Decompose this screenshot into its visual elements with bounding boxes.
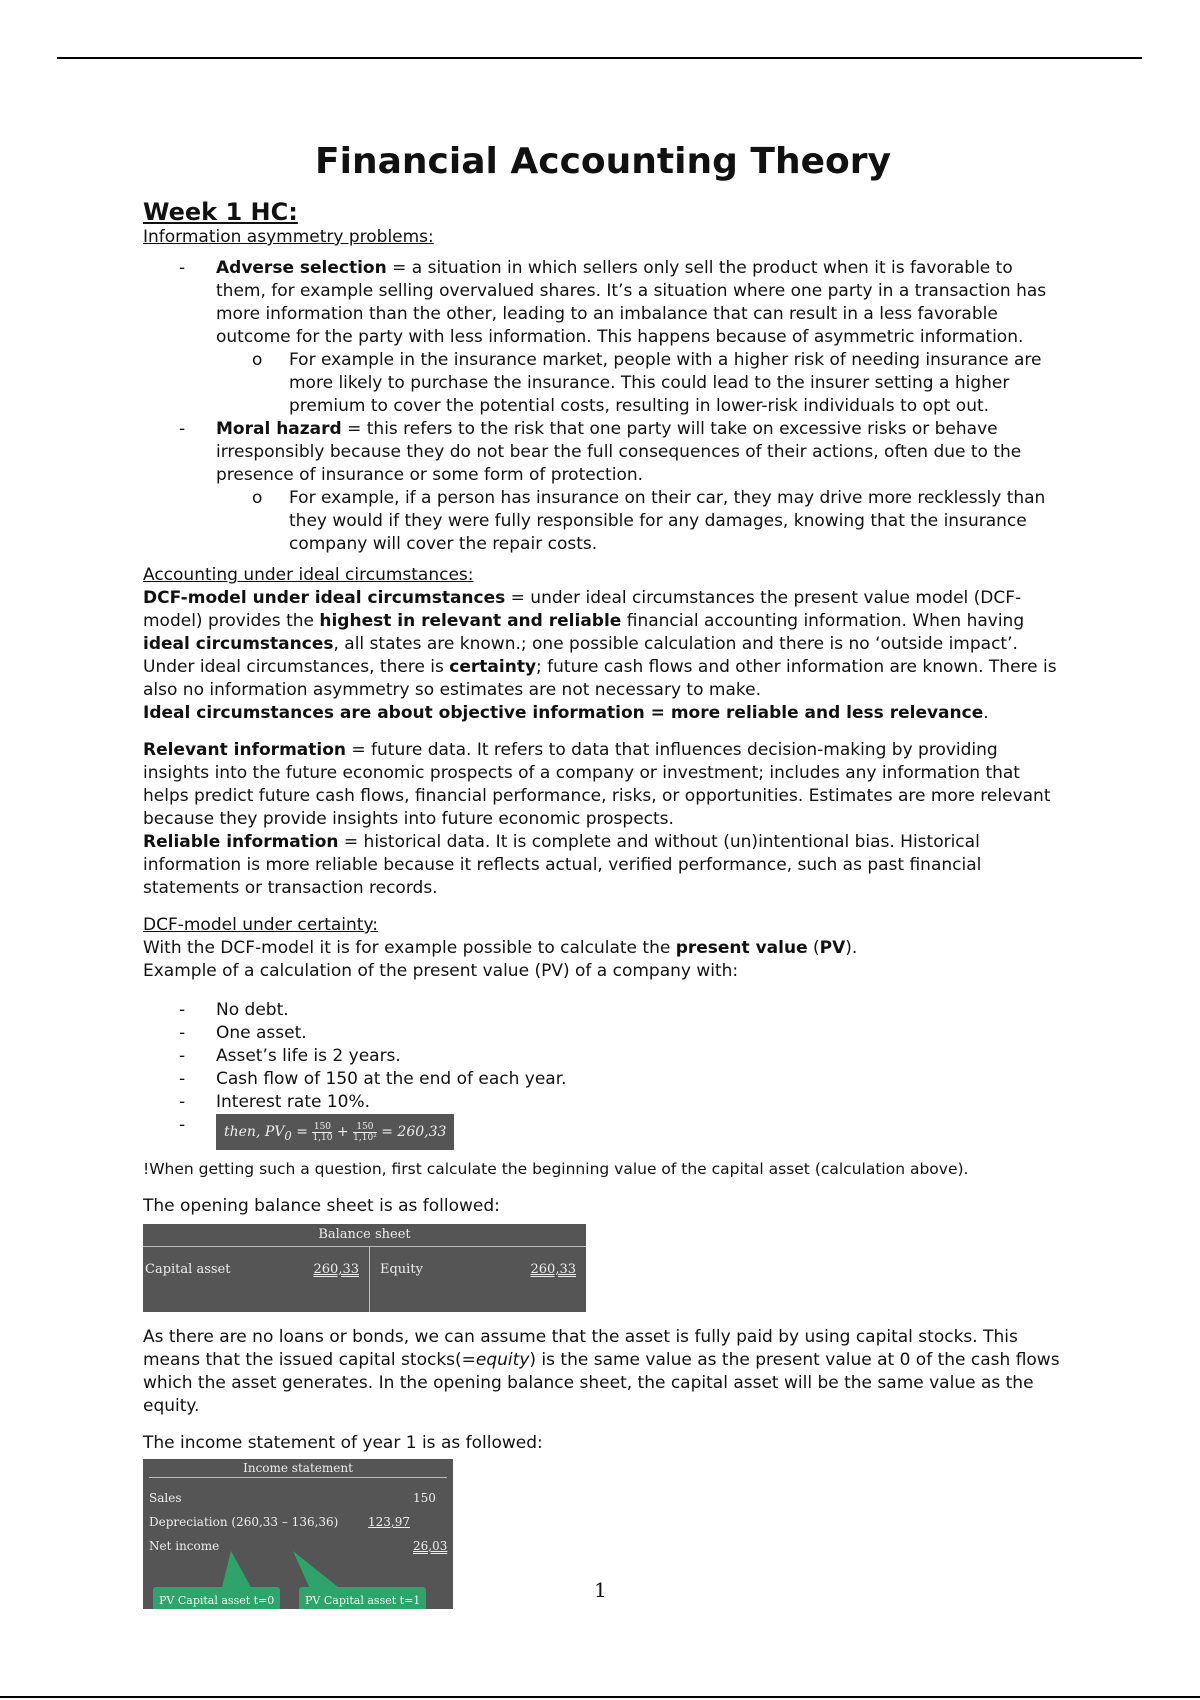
- row-label: Depreciation (260,33 – 136,36): [149, 1515, 339, 1529]
- footer-rule: [0, 1696, 1200, 1698]
- balance-sheet-title: Balance sheet: [143, 1224, 586, 1247]
- paragraph: The income statement of year 1 is as followed:: [143, 1433, 543, 1453]
- callout-pv-t0: PV Capital asset t=0: [153, 1587, 280, 1609]
- fraction: [312, 1122, 332, 1143]
- term-moral-hazard: Moral hazard: [216, 419, 342, 439]
- bold-term: present value: [675, 938, 808, 958]
- text: With the DCF-model it is for example possible to calculate the: [143, 938, 676, 958]
- sub-list: [216, 487, 1063, 556]
- row-label: Net income: [149, 1539, 220, 1553]
- callout-pv-t1: PV Capital asset t=1: [299, 1587, 426, 1609]
- text: financial accounting information. When having: [621, 611, 1025, 631]
- paragraph: The opening balance sheet is as followed:: [143, 1196, 500, 1216]
- balance-sheet-equity: [370, 1246, 586, 1312]
- list-item: - No debt.: [143, 999, 1063, 1022]
- text: As there are no loans or bonds, we can assume that the asset is fully paid by using capital stocks. This means that the issued capital stocks(=: [143, 1327, 1018, 1370]
- fraction: [353, 1122, 377, 1143]
- term-adverse-selection: Adverse selection: [216, 258, 387, 278]
- bold-statement: Ideal circumstances are about objective information = more reliable and less relevance: [143, 703, 984, 723]
- paragraph: Example of a calculation of the present value (PV) of a company with:: [143, 961, 739, 981]
- paragraph: [143, 739, 1063, 831]
- pv-formula: [216, 1114, 454, 1150]
- paragraph: [143, 587, 1063, 656]
- bold-term: DCF-model under ideal circumstances: [143, 588, 506, 608]
- document-title: Financial Accounting Theory: [315, 141, 891, 182]
- row-value: 123,97: [368, 1515, 410, 1529]
- bold-term: Relevant information: [143, 740, 346, 760]
- equity-value: 260,33: [530, 1262, 576, 1277]
- paragraph: [143, 831, 1063, 900]
- formula-equals: =: [291, 1124, 313, 1140]
- list-item: - Asset’s life is 2 years.: [143, 1045, 1063, 1068]
- definition-text: = this refers to the risk that one party will take on excessive risks or behave irresponsibly because they do not bear the full consequences of their actions, often due to the presence of insurance or some form of protection.: [216, 419, 1022, 485]
- numerator: 150: [353, 1122, 377, 1133]
- text: .: [983, 703, 989, 723]
- text: ; future cash flows and other information are known. There is also no information asymmetry so estimates are not necessary to make.: [143, 657, 1057, 700]
- denominator: 1,10²: [353, 1132, 377, 1143]
- row-value: 150: [413, 1491, 436, 1505]
- balance-sheet-assets: [143, 1246, 370, 1312]
- balance-sheet-image: [143, 1224, 586, 1312]
- italic-term: equity: [475, 1350, 530, 1370]
- page-number: 1: [594, 1578, 607, 1602]
- callout-pointer: [293, 1551, 343, 1591]
- text: = historical data. It is complete and without (un)intentional bias. Historical information is more reliable because it reflects actual, verified performance, such as past financial statements or transaction records.: [143, 832, 982, 898]
- document-page: [143, 140, 1063, 1609]
- list-item: - Cash flow of 150 at the end of each year.: [143, 1068, 1063, 1091]
- formula-lead: then, PV: [224, 1124, 285, 1140]
- list-item-formula: [143, 1114, 1063, 1150]
- paragraph: [143, 656, 1063, 702]
- formula-subscript: 0: [284, 1128, 292, 1143]
- text: ).: [845, 938, 858, 958]
- list-item: - Interest rate 10%.: [143, 1091, 1063, 1114]
- income-statement-title: Income statement: [149, 1459, 447, 1478]
- income-statement-image: [143, 1459, 453, 1609]
- paragraph: [143, 702, 1063, 725]
- asymmetry-list: [143, 257, 1063, 556]
- example-list: [143, 999, 1063, 1150]
- bold-term: highest in relevant and reliable: [319, 611, 622, 631]
- bold-term: certainty: [449, 657, 537, 677]
- paragraph: [143, 1326, 1063, 1418]
- section-heading-ideal: Accounting under ideal circumstances:: [143, 565, 474, 585]
- list-item: - One asset.: [143, 1022, 1063, 1045]
- sub-list-item: o For example in the insurance market, people with a higher risk of needing insurance are more likely to purchase the insurance. This could lead to the insurer setting a higher premium to cover the potential costs, resulting in lower-risk individuals to opt out.: [216, 349, 1063, 418]
- callout-pointer: [221, 1551, 253, 1591]
- list-item-adverse-selection: [143, 257, 1063, 418]
- bold-term: PV: [819, 938, 846, 958]
- week-heading: Week 1 HC:: [143, 198, 298, 226]
- row-value: 26,03: [413, 1539, 448, 1553]
- sub-list-item: o For example, if a person has insurance on their car, they may drive more recklessly than they would if they were fully responsible for any damages, knowing that the insurance company will cover the repair costs.: [216, 487, 1063, 556]
- equity-label: Equity: [380, 1262, 423, 1277]
- section-heading-asymmetry: Information asymmetry problems:: [143, 227, 434, 247]
- paragraph: [143, 937, 1063, 960]
- formula-result: = 260,33: [376, 1124, 447, 1140]
- text: (: [807, 938, 820, 958]
- numerator: 150: [313, 1121, 332, 1132]
- list-item-moral-hazard: [143, 418, 1063, 556]
- section-heading-certainty: DCF-model under certainty:: [143, 915, 378, 935]
- bold-term: Reliable information: [143, 832, 339, 852]
- definition-text: = a situation in which sellers only sell the product when it is favorable to them, for example selling overvalued shares. It’s a situation where one party in a transaction has more information than the other, leading to an imbalance that can result in a less favorable outcome for the party with less information. This happens because of asymmetric information.: [216, 258, 1047, 347]
- note: !When getting such a question, first calculate the beginning value of the capital asset (calculation above).: [143, 1160, 969, 1178]
- sub-list: [216, 349, 1063, 418]
- text: = future data. It refers to data that influences decision-making by providing insights into the future economic prospects of a company or investment; includes any information that helps predict future cash flows, financial performance, risks, or opportunities. Estimates are more relevant because they provide insights into future economic prospects.: [143, 740, 1051, 829]
- text: ) is the same value as the present value at 0 of the cash flows which the asset generates. In the opening balance sheet, the capital asset will be the same value as the equity.: [143, 1350, 1060, 1416]
- denominator: 1,10: [312, 1132, 333, 1143]
- text: Under ideal circumstances, there is: [143, 657, 450, 677]
- bold-term: ideal circumstances: [143, 634, 334, 654]
- header-rule: [57, 57, 1142, 59]
- text: = under ideal circumstances the present value model (DCF-model) provides the: [143, 588, 1022, 631]
- text: , all states are known.; one possible calculation and there is no ‘outside impact’.: [333, 634, 1018, 654]
- formula-plus: +: [332, 1124, 354, 1140]
- asset-value: 260,33: [313, 1262, 359, 1277]
- row-label: Sales: [149, 1491, 182, 1505]
- asset-label: Capital asset: [145, 1262, 231, 1277]
